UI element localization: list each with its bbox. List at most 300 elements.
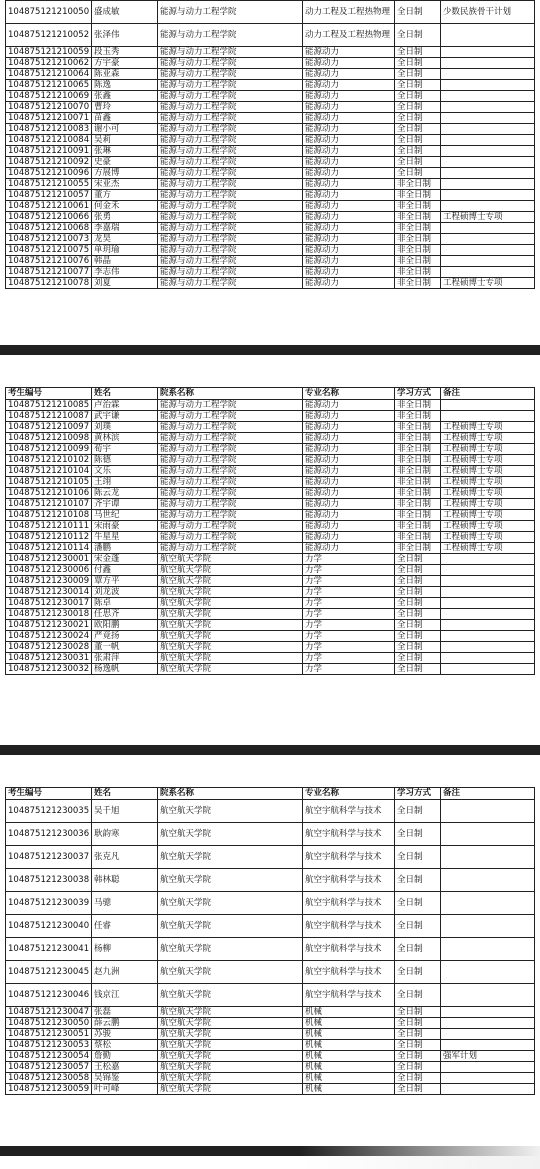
table-row [6,800,535,823]
major-cell: 机械 [303,1062,395,1073]
exam-id-cell: 104875121210083 [6,124,92,135]
remark-cell [441,179,535,190]
remark-cell [441,554,535,565]
department-cell: 航空航天学院 [158,664,303,675]
name-cell: 赵九洲 [92,961,158,984]
department-cell: 能源与动力工程学院 [158,422,303,433]
table-row [6,609,535,620]
exam-id-cell: 104875121210106 [6,488,92,499]
exam-id-cell: 104875121210052 [6,24,92,47]
major-cell: 能源动力 [303,201,395,212]
remark-cell [441,598,535,609]
major-cell: 机械 [303,1084,395,1095]
table-row [6,168,535,179]
name-cell: 李嘉瑞 [92,223,158,234]
name-cell: 任睿 [92,915,158,938]
major-cell: 动力工程及工程热物理 [303,24,395,47]
exam-id-cell: 104875121210073 [6,234,92,245]
exam-id-cell: 104875121210087 [6,411,92,422]
exam-id-cell: 104875121230009 [6,576,92,587]
name-cell: 陈卓 [92,598,158,609]
name-cell: 武宇谦 [92,411,158,422]
remark-cell [441,565,535,576]
major-cell: 航空宇航科学与技术 [303,800,395,823]
header-exam-id: 考生编号 [6,388,92,400]
department-cell: 航空航天学院 [158,915,303,938]
remark-cell: 工程硕博士专项 [441,466,535,477]
table-row [6,223,535,234]
remark-cell [441,1007,535,1018]
table-row [6,135,535,146]
name-cell: 李志伟 [92,267,158,278]
remark-cell [441,576,535,587]
remark-cell [441,69,535,80]
department-cell: 能源与动力工程学院 [158,510,303,521]
remark-cell [441,1084,535,1095]
table-row [6,631,535,642]
remark-cell [441,223,535,234]
table-row [6,80,535,91]
study-mode-cell: 非全日制 [395,422,441,433]
header-remark: 备注 [441,388,535,400]
table-row [6,846,535,869]
study-mode-cell: 非全日制 [395,411,441,422]
major-cell: 能源动力 [303,80,395,91]
department-cell: 能源与动力工程学院 [158,124,303,135]
study-mode-cell: 非全日制 [395,455,441,466]
major-cell: 能源动力 [303,168,395,179]
name-cell: 王松嘉 [92,1062,158,1073]
department-cell: 能源与动力工程学院 [158,521,303,532]
table-row [6,455,535,466]
major-cell: 力学 [303,642,395,653]
major-cell: 能源动力 [303,488,395,499]
exam-id-cell: 104875121230018 [6,609,92,620]
major-cell: 力学 [303,664,395,675]
department-cell: 能源与动力工程学院 [158,543,303,554]
page-shadow [300,1146,540,1169]
name-cell: 杨逸帆 [92,664,158,675]
exam-id-cell: 104875121230051 [6,1029,92,1040]
table-row [6,1040,535,1051]
table-row [6,1029,535,1040]
major-cell: 能源动力 [303,223,395,234]
remark-cell [441,587,535,598]
department-cell: 能源与动力工程学院 [158,69,303,80]
exam-id-cell: 104875121230059 [6,1084,92,1095]
remark-cell: 工程硕博士专项 [441,455,535,466]
table-row [6,157,535,168]
major-cell: 能源动力 [303,190,395,201]
table-row [6,576,535,587]
exam-id-cell: 104875121210084 [6,135,92,146]
name-cell: 荀宇 [92,444,158,455]
department-cell: 航空航天学院 [158,576,303,587]
major-cell: 力学 [303,576,395,587]
exam-id-cell: 104875121210098 [6,433,92,444]
study-mode-cell: 非全日制 [395,510,441,521]
exam-id-cell: 104875121210062 [6,58,92,69]
major-cell: 能源动力 [303,444,395,455]
major-cell: 能源动力 [303,256,395,267]
study-mode-cell: 全日制 [395,1040,441,1051]
remark-cell [441,620,535,631]
major-cell: 能源动力 [303,212,395,223]
department-cell: 能源与动力工程学院 [158,455,303,466]
exam-id-cell: 104875121210092 [6,157,92,168]
admission-table-2 [5,387,535,675]
major-cell: 力学 [303,620,395,631]
name-cell: 董一帆 [92,642,158,653]
remark-cell [441,113,535,124]
study-mode-cell: 全日制 [395,113,441,124]
exam-id-cell: 104875121210057 [6,190,92,201]
department-cell: 航空航天学院 [158,938,303,961]
name-cell: 刘夏 [92,278,158,289]
exam-id-cell: 104875121230035 [6,800,92,823]
name-cell: 张肃萍 [92,653,158,664]
table-header-row [6,388,535,400]
table-row [6,58,535,69]
department-cell: 能源与动力工程学院 [158,400,303,411]
name-cell: 史豪 [92,157,158,168]
name-cell: 马骢 [92,892,158,915]
study-mode-cell: 非全日制 [395,190,441,201]
study-mode-cell: 全日制 [395,146,441,157]
page-separator [0,745,540,755]
exam-id-cell: 104875121210097 [6,422,92,433]
department-cell: 航空航天学院 [158,1084,303,1095]
major-cell: 能源动力 [303,146,395,157]
remark-cell: 少数民族骨干计划 [441,1,535,24]
study-mode-cell: 非全日制 [395,212,441,223]
name-cell: 杨柳 [92,938,158,961]
exam-id-cell: 104875121210112 [6,532,92,543]
name-cell: 方展博 [92,168,158,179]
major-cell: 能源动力 [303,466,395,477]
major-cell: 能源动力 [303,455,395,466]
table-page-2 [5,387,534,675]
study-mode-cell: 全日制 [395,157,441,168]
name-cell: 卢治霖 [92,400,158,411]
study-mode-cell: 全日制 [395,938,441,961]
remark-cell [441,1029,535,1040]
table-page-1 [5,0,534,289]
name-cell: 付鑫 [92,565,158,576]
remark-cell: 强军计划 [441,1051,535,1062]
remark-cell [441,201,535,212]
table-row [6,1084,535,1095]
study-mode-cell: 全日制 [395,620,441,631]
exam-id-cell: 104875121230017 [6,598,92,609]
remark-cell [441,984,535,1007]
remark-cell [441,915,535,938]
remark-cell [441,91,535,102]
department-cell: 能源与动力工程学院 [158,433,303,444]
study-mode-cell: 全日制 [395,869,441,892]
exam-id-cell: 104875121210050 [6,1,92,24]
table-row [6,422,535,433]
page-separator [0,345,540,355]
department-cell: 航空航天学院 [158,823,303,846]
exam-id-cell: 104875121230036 [6,823,92,846]
exam-id-cell: 104875121230041 [6,938,92,961]
major-cell: 力学 [303,653,395,664]
exam-id-cell: 104875121230039 [6,892,92,915]
name-cell: 马世纪 [92,510,158,521]
table-row [6,521,535,532]
table-row [6,466,535,477]
major-cell: 能源动力 [303,433,395,444]
study-mode-cell: 非全日制 [395,433,441,444]
study-mode-cell: 非全日制 [395,179,441,190]
major-cell: 能源动力 [303,102,395,113]
department-cell: 能源与动力工程学院 [158,24,303,47]
name-cell: 董方 [92,190,158,201]
department-cell: 能源与动力工程学院 [158,212,303,223]
table-row [6,543,535,554]
study-mode-cell: 全日制 [395,609,441,620]
remark-cell [441,411,535,422]
remark-cell [441,609,535,620]
name-cell: 苏骏 [92,1029,158,1040]
header-remark: 备注 [441,788,535,800]
exam-id-cell: 104875121210071 [6,113,92,124]
department-cell: 航空航天学院 [158,1040,303,1051]
remark-cell [441,1018,535,1029]
name-cell: 詹勤 [92,1051,158,1062]
major-cell: 能源动力 [303,47,395,58]
department-cell: 航空航天学院 [158,565,303,576]
name-cell: 陈德 [92,455,158,466]
study-mode-cell: 全日制 [395,135,441,146]
exam-id-cell: 104875121210078 [6,278,92,289]
name-cell: 单玥瑜 [92,245,158,256]
name-cell: 吴锦鉴 [92,1073,158,1084]
remark-cell [441,664,535,675]
remark-cell [441,800,535,823]
table-row [6,234,535,245]
table-row [6,1073,535,1084]
name-cell: 苗鑫 [92,113,158,124]
remark-cell: 工程硕博士专项 [441,477,535,488]
major-cell: 能源动力 [303,124,395,135]
study-mode-cell: 全日制 [395,58,441,69]
header-department: 院系名称 [158,388,303,400]
study-mode-cell: 非全日制 [395,256,441,267]
exam-id-cell: 104875121230001 [6,554,92,565]
table-row [6,24,535,47]
admission-table-3 [5,787,535,1095]
department-cell: 能源与动力工程学院 [158,47,303,58]
exam-id-cell: 104875121210099 [6,444,92,455]
exam-id-cell: 104875121230040 [6,915,92,938]
study-mode-cell: 全日制 [395,800,441,823]
department-cell: 能源与动力工程学院 [158,190,303,201]
exam-id-cell: 104875121230045 [6,961,92,984]
department-cell: 能源与动力工程学院 [158,91,303,102]
remark-cell: 工程硕博士专项 [441,278,535,289]
major-cell: 机械 [303,1073,395,1084]
exam-id-cell: 104875121210068 [6,223,92,234]
remark-cell [441,47,535,58]
exam-id-cell: 104875121210091 [6,146,92,157]
remark-cell [441,823,535,846]
department-cell: 航空航天学院 [158,620,303,631]
table-row [6,587,535,598]
department-cell: 能源与动力工程学院 [158,1,303,24]
exam-id-cell: 104875121210085 [6,400,92,411]
exam-id-cell: 104875121210069 [6,91,92,102]
table-row [6,499,535,510]
department-cell: 能源与动力工程学院 [158,245,303,256]
study-mode-cell: 非全日制 [395,245,441,256]
name-cell: 耿韵寒 [92,823,158,846]
study-mode-cell: 非全日制 [395,521,441,532]
name-cell: 张琳 [92,146,158,157]
major-cell: 力学 [303,587,395,598]
name-cell: 龙昊 [92,234,158,245]
remark-cell [441,80,535,91]
department-cell: 航空航天学院 [158,869,303,892]
name-cell: 韩林聪 [92,869,158,892]
remark-cell: 工程硕博士专项 [441,212,535,223]
table-row [6,212,535,223]
remark-cell: 工程硕博士专项 [441,521,535,532]
department-cell: 航空航天学院 [158,1062,303,1073]
department-cell: 航空航天学院 [158,609,303,620]
table-row [6,179,535,190]
exam-id-cell: 104875121230054 [6,1051,92,1062]
name-cell: 谢小可 [92,124,158,135]
study-mode-cell: 非全日制 [395,444,441,455]
exam-id-cell: 104875121210066 [6,212,92,223]
name-cell: 段玉秀 [92,47,158,58]
study-mode-cell: 全日制 [395,892,441,915]
department-cell: 航空航天学院 [158,984,303,1007]
major-cell: 机械 [303,1018,395,1029]
remark-cell [441,1040,535,1051]
study-mode-cell: 全日制 [395,124,441,135]
table-row [6,1062,535,1073]
study-mode-cell: 非全日制 [395,488,441,499]
name-cell: 严竟扬 [92,631,158,642]
department-cell: 能源与动力工程学院 [158,179,303,190]
study-mode-cell: 全日制 [395,664,441,675]
table-row [6,653,535,664]
study-mode-cell: 全日制 [395,631,441,642]
name-cell: 文乐 [92,466,158,477]
remark-cell [441,157,535,168]
exam-id-cell: 104875121210105 [6,477,92,488]
table-row [6,823,535,846]
exam-id-cell: 104875121210065 [6,80,92,91]
study-mode-cell: 全日制 [395,598,441,609]
header-department: 院系名称 [158,788,303,800]
table-row [6,1007,535,1018]
exam-id-cell: 104875121210076 [6,256,92,267]
department-cell: 航空航天学院 [158,892,303,915]
remark-cell: 工程硕博士专项 [441,499,535,510]
study-mode-cell: 非全日制 [395,477,441,488]
study-mode-cell: 全日制 [395,91,441,102]
table-row [6,961,535,984]
study-mode-cell: 全日制 [395,846,441,869]
major-cell: 能源动力 [303,411,395,422]
name-cell: 宋雨豪 [92,521,158,532]
major-cell: 机械 [303,1029,395,1040]
exam-id-cell: 104875121210070 [6,102,92,113]
name-cell: 宋亚杰 [92,179,158,190]
major-cell: 航空宇航科学与技术 [303,984,395,1007]
remark-cell [441,58,535,69]
department-cell: 航空航天学院 [158,642,303,653]
remark-cell [441,256,535,267]
exam-id-cell: 104875121210077 [6,267,92,278]
exam-id-cell: 104875121210096 [6,168,92,179]
study-mode-cell: 非全日制 [395,400,441,411]
table-row [6,69,535,80]
exam-id-cell: 104875121210104 [6,466,92,477]
exam-id-cell: 104875121230031 [6,653,92,664]
table-row [6,245,535,256]
major-cell: 能源动力 [303,113,395,124]
table-row [6,113,535,124]
study-mode-cell: 全日制 [395,1007,441,1018]
remark-cell [441,168,535,179]
admission-table-1 [5,0,535,289]
name-cell: 刘龙波 [92,587,158,598]
name-cell: 陈逸 [92,80,158,91]
department-cell: 能源与动力工程学院 [158,234,303,245]
name-cell: 吴千旭 [92,800,158,823]
exam-id-cell: 104875121230057 [6,1062,92,1073]
major-cell: 航空宇航科学与技术 [303,823,395,846]
department-cell: 航空航天学院 [158,846,303,869]
header-name: 姓名 [92,788,158,800]
department-cell: 航空航天学院 [158,1051,303,1062]
exam-id-cell: 104875121230006 [6,565,92,576]
study-mode-cell: 全日制 [395,576,441,587]
table-row [6,190,535,201]
exam-id-cell: 104875121210114 [6,543,92,554]
exam-id-cell: 104875121230047 [6,1007,92,1018]
study-mode-cell: 全日制 [395,47,441,58]
study-mode-cell: 全日制 [395,1062,441,1073]
name-cell: 张磊 [92,1007,158,1018]
department-cell: 航空航天学院 [158,653,303,664]
table-row [6,598,535,609]
table-row [6,532,535,543]
name-cell: 薛云鹏 [92,1018,158,1029]
name-cell: 欧阳鹏 [92,620,158,631]
table-row [6,510,535,521]
remark-cell [441,24,535,47]
header-study-mode: 学习方式 [395,788,441,800]
department-cell: 能源与动力工程学院 [158,267,303,278]
major-cell: 航空宇航科学与技术 [303,846,395,869]
header-exam-id: 考生编号 [6,788,92,800]
exam-id-cell: 104875121230053 [6,1040,92,1051]
study-mode-cell: 全日制 [395,565,441,576]
name-cell: 陈云龙 [92,488,158,499]
department-cell: 航空航天学院 [158,1073,303,1084]
major-cell: 能源动力 [303,400,395,411]
name-cell: 钱京江 [92,984,158,1007]
department-cell: 能源与动力工程学院 [158,102,303,113]
table-row [6,400,535,411]
exam-id-cell: 104875121230028 [6,642,92,653]
